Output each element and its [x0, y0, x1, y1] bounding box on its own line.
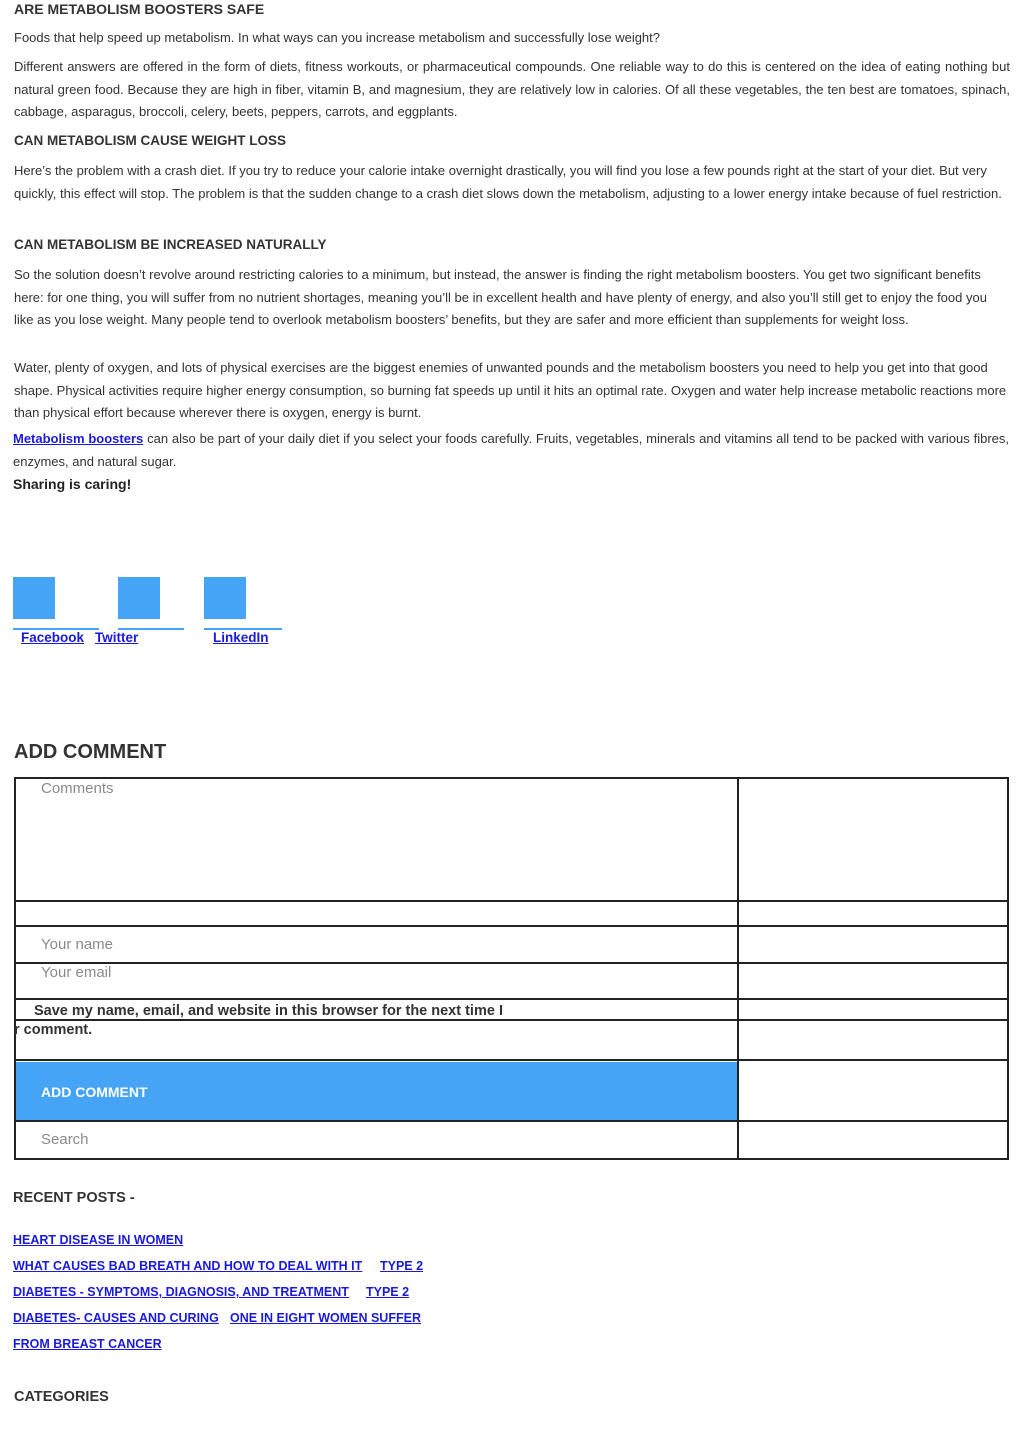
facebook-link[interactable]: Facebook — [21, 630, 85, 645]
form-divider — [14, 1019, 1009, 1021]
twitter-icon[interactable] — [118, 577, 160, 619]
recent-post-link[interactable]: FROM BREAST CANCER — [13, 1337, 162, 1351]
form-divider — [737, 777, 739, 1160]
name-input[interactable] — [16, 927, 736, 962]
paragraph-text: can also be part of your daily diet if you select your foods carefully. Fruits, vegetables, minerals and vitamins all tend to be packed with various fibres, enzymes, and natural sugar. — [13, 431, 1009, 469]
article-paragraph — [13, 428, 1009, 473]
recent-post-link[interactable]: DIABETES- CAUSES AND CURING — [13, 1311, 219, 1325]
recent-posts-heading: RECENT POSTS - — [13, 1190, 135, 1206]
linkedin-link[interactable]: LinkedIn — [213, 630, 269, 645]
save-info-label-continued: r comment. — [14, 1022, 93, 1038]
article-paragraph: Water, plenty of oxygen, and lots of physical exercises are the biggest enemies of unwanted pounds and the metabolism boosters you need to help you get into that good shape. Physical activities require higher energy consumption, so burning fat speeds up until it hits an optimal rate. Oxygen and water help increase metabolic reactions more than physical effort because wherever there is oxygen, energy is burnt. — [14, 360, 1007, 420]
article-title: ARE METABOLISM BOOSTERS SAFE — [14, 1, 265, 17]
article-paragraph: So the solution doesn’t revolve around restricting calories to a minimum, but instead, the answer is finding the right metabolism boosters. You get two significant benefits here: for one thing, you will suffer from no nutrient shortages, meaning you’ll be in excellent health and have plenty of energy, and also you’ll still get to enjoy the food you like as you lose weight. Many people tend to overlook metabolism boosters’ benefits, but they are safer and more efficient than supplements for weight loss. — [14, 267, 987, 327]
categories-heading: CATEGORIES — [14, 1389, 109, 1405]
article-paragraph: Different answers are offered in the form of diets, fitness workouts, or pharmaceutical compounds. One reliable way to do this is centered on the idea of eating nothing but natural green food. Because they are high in fiber, vitamin B, and magnesium, they are relatively low in calories. Of all these vegetables, the ten best are tomatoes, spinach, cabbage, asparagus, broccoli, celery, beets, peppers, carrots, and eggplants. — [14, 59, 1010, 119]
name-placeholder: Your name — [41, 936, 113, 953]
search-input[interactable] — [16, 1122, 736, 1158]
form-divider — [14, 900, 1009, 902]
form-divider — [14, 1059, 1009, 1061]
section-heading: CAN METABOLISM BE INCREASED NATURALLY — [14, 237, 327, 252]
add-comment-heading: ADD COMMENT — [14, 741, 167, 763]
recent-post-link[interactable]: HEART DISEASE IN WOMEN — [13, 1233, 184, 1247]
recent-post-link[interactable]: TYPE 2 — [366, 1285, 410, 1299]
facebook-icon[interactable] — [13, 577, 55, 619]
recent-post-link[interactable]: WHAT CAUSES BAD BREATH AND HOW TO DEAL WITH IT — [13, 1259, 363, 1273]
sharing-caption: Sharing is caring! — [13, 476, 132, 492]
comments-placeholder: Comments — [41, 780, 114, 797]
add-comment-button-label: ADD COMMENT — [41, 1084, 148, 1100]
metabolism-boosters-link[interactable]: Metabolism boosters — [13, 431, 144, 446]
form-divider — [14, 998, 1009, 1000]
section-heading: CAN METABOLISM CAUSE WEIGHT LOSS — [14, 133, 286, 148]
article-paragraph: Here’s the problem with a crash diet. If you try to reduce your calorie intake overnight drastically, you will find you lose a few pounds right at the start of your diet. But very quickly, this effect will stop. The problem is that the sudden change to a crash diet slows down the metabolism, adjusting to a lower energy intake because of fuel restriction. — [14, 163, 1002, 201]
linkedin-icon[interactable] — [204, 577, 246, 619]
email-placeholder: Your email — [41, 964, 112, 981]
recent-post-link[interactable]: ONE IN EIGHT WOMEN SUFFER — [230, 1311, 421, 1325]
email-input[interactable] — [16, 964, 736, 998]
search-placeholder: Search — [41, 1131, 89, 1148]
twitter-link[interactable]: Twitter — [95, 630, 139, 645]
recent-post-link[interactable]: DIABETES - SYMPTOMS, DIAGNOSIS, AND TREATMENT — [13, 1285, 349, 1299]
recent-post-link[interactable]: TYPE 2 — [380, 1259, 424, 1273]
article-intro: Foods that help speed up metabolism. In what ways can you increase metabolism and successfully lose weight? — [14, 30, 661, 45]
save-info-label[interactable]: Save my name, email, and website in this browser for the next time I — [34, 1003, 503, 1019]
comments-textarea[interactable] — [16, 779, 736, 899]
